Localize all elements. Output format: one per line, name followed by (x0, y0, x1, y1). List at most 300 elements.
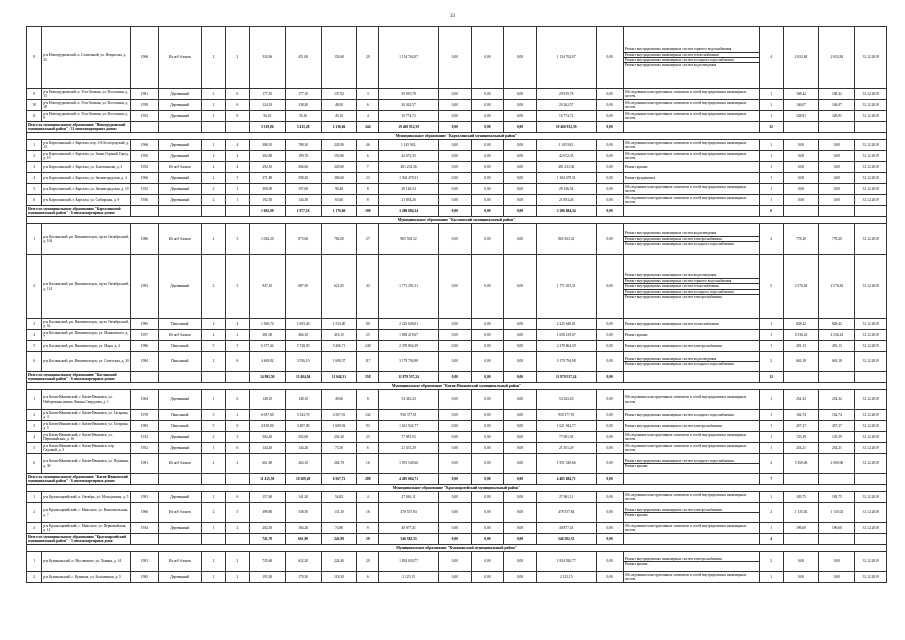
data-cell: 31.12.2018 (855, 224, 887, 255)
data-cell: 9 (357, 523, 379, 534)
data-cell: 196,60 (783, 523, 819, 534)
data-cell: 202,80 (249, 151, 285, 162)
data-cell: 4 469,82 (249, 352, 285, 372)
works-cell (623, 184, 759, 195)
work-item: Ремонт внутридомовых инженерных систем электроснабжения (624, 294, 759, 299)
data-cell: 0,00 (471, 140, 504, 151)
total-cell: 0,00 (504, 372, 537, 383)
works-cell (623, 122, 759, 133)
data-cell: 0,00 (471, 432, 504, 443)
work-item: Ремонт крыши (624, 463, 759, 468)
data-cell: 11 (27, 111, 42, 122)
data-cell: 778,20 (819, 224, 855, 255)
data-cell: 7 (357, 162, 379, 173)
work-item: Ремонт внутридомовых инженерных систем электроснабжения (624, 507, 722, 512)
total-cell: 32 (759, 122, 783, 133)
data-cell: 6 (357, 572, 379, 583)
data-cell: 2 (202, 572, 226, 583)
data-cell: 788,10 (285, 140, 321, 151)
data-cell: 0,00 (471, 341, 504, 352)
data-cell: 2 (202, 330, 226, 341)
data-cell: 1 135,02 (783, 503, 819, 523)
data-cell: 6 (357, 151, 379, 162)
data-cell: 1 (759, 443, 783, 454)
data-cell: 1964 (131, 390, 158, 410)
data-cell: 20 (357, 552, 379, 572)
data-cell: 40 877,41 (379, 523, 439, 534)
data-cell: 54 343,43 (536, 390, 596, 410)
data-cell: 481 233,36 (379, 162, 439, 173)
table-row (27, 89, 887, 100)
total-cell: 4 405 684,71 (536, 474, 596, 485)
table-row (27, 173, 887, 184)
data-cell: 1966 (131, 173, 158, 184)
data-cell: 5 (202, 410, 226, 421)
data-cell: 16 774,72 (379, 111, 439, 122)
data-cell: 2 (202, 503, 226, 523)
table-row (27, 552, 887, 572)
table-row (27, 572, 887, 583)
data-cell: 6 (357, 443, 379, 454)
data-cell: 1966 (131, 27, 158, 89)
data-cell: 162,74 (783, 410, 819, 421)
data-cell: 162,74 (819, 410, 855, 421)
data-cell: 0,00 (504, 255, 537, 319)
total-cell: 29 (357, 534, 379, 545)
address-cell: р-н Каслинский, рп. Вишневогорск, ул. Маяковского, д. 7 (42, 330, 131, 341)
data-cell: 2 569,06 (819, 454, 855, 474)
data-cell: 2 652,84 (819, 27, 855, 89)
total-row (27, 534, 887, 545)
data-cell: Деревянный (158, 195, 201, 206)
work-item: Ремонт внутридомовых инженерных систем водоотведения (624, 62, 759, 67)
data-cell: 865 563,52 (536, 224, 596, 255)
work-item: Ремонт внутридомовых инженерных систем горячего водоснабжения (624, 278, 759, 283)
data-cell: 0,00 (783, 552, 819, 572)
works-cell (623, 89, 759, 100)
data-cell: 146,07 (783, 100, 819, 111)
data-cell: Деревянный (158, 151, 201, 162)
data-cell: 6 (225, 100, 249, 111)
data-cell: 0,00 (471, 255, 504, 319)
data-cell: 1 (759, 330, 783, 341)
work-item: Обследование конструктивных элементов и сетей внутридомовых инженерных систем (624, 184, 747, 193)
data-cell: 782,00 (321, 224, 357, 255)
table-row (27, 319, 887, 330)
section-header-row (27, 217, 887, 224)
data-cell: 0,00 (438, 255, 471, 319)
data-cell: Деревянный (158, 443, 201, 454)
data-cell: 0,00 (438, 100, 471, 111)
data-cell: 264,70 (321, 454, 357, 474)
data-cell: 457,37 (819, 421, 855, 432)
data-cell: 31.12.2018 (855, 390, 887, 410)
works-cell (623, 503, 759, 523)
data-cell: 6 (225, 111, 249, 122)
data-cell: 2 (202, 224, 226, 255)
data-cell: 0,00 (471, 390, 504, 410)
data-cell: 3 179 794,98 (379, 352, 439, 372)
data-cell: Из ж/б блоков (158, 454, 201, 474)
data-cell: 0,00 (438, 330, 471, 341)
data-cell: 1 (27, 492, 42, 503)
data-cell: 6 (225, 421, 249, 432)
work-item: Обследование конструктивных элементов и сетей внутридомовых инженерных систем (624, 572, 747, 581)
address-cell: р-н Новогрудковский, п. Усть-Бовкин, ул. Восточная, д. 13 (42, 89, 131, 100)
total-cell (855, 372, 887, 383)
data-cell: Деревянный (158, 390, 201, 410)
data-cell: 1978 (131, 410, 158, 421)
address-cell: р-н Каслинский, рп. Вишневогорск, пр-кт Октябрьский, д. 114 (42, 255, 131, 319)
data-cell: 0,00 (596, 341, 623, 352)
data-cell: 168,42 (819, 89, 855, 100)
data-cell: 0,00 (596, 27, 623, 89)
total-cell (131, 206, 158, 217)
total-cell (131, 122, 158, 133)
total-cell: 0,00 (438, 206, 471, 217)
data-cell: 1 (759, 151, 783, 162)
data-cell: Деревянный (158, 523, 201, 534)
data-cell: 1985 (131, 319, 158, 330)
total-cell (225, 474, 249, 485)
data-cell: 1 (759, 100, 783, 111)
address-cell: р-н Катав-Ивановский, г. Катав-Ивановск, ул. Набережная имени Ленина Свердлова, д. 1 (42, 390, 131, 410)
data-cell: 0,00 (438, 410, 471, 421)
data-cell: 2 (27, 503, 42, 523)
data-cell: 25 (357, 330, 379, 341)
data-cell: 663,18 (783, 352, 819, 372)
data-cell: 1 145 943, (379, 140, 439, 151)
total-cell (855, 474, 887, 485)
data-cell: 245,90 (321, 140, 357, 151)
data-cell: 466,10 (285, 330, 321, 341)
data-cell: 1934 (131, 523, 158, 534)
data-cell: 135,39 (819, 432, 855, 443)
works-cell (623, 111, 759, 122)
total-cell (819, 534, 855, 545)
data-cell: 0,00 (504, 454, 537, 474)
table-row (27, 352, 887, 372)
data-cell: 3 (27, 162, 42, 173)
data-cell: 0,00 (819, 195, 855, 206)
works-cell (623, 27, 759, 89)
data-cell: 0,00 (471, 162, 504, 173)
data-cell: 947,10 (249, 255, 285, 319)
data-cell: 0,00 (504, 89, 537, 100)
work-item: Обследование конструктивных элементов и сетей внутридомовых инженерных систем (624, 492, 747, 501)
data-cell: 1 (759, 89, 783, 100)
data-cell: 3 556,10 (285, 352, 321, 372)
section-title: Муниципальное образование "Карталинский муниципальный район" (27, 133, 887, 140)
data-cell: 1 135,02 (819, 503, 855, 523)
works-cell (623, 173, 759, 184)
data-cell: 328,91 (783, 111, 819, 122)
data-cell: 4 (225, 319, 249, 330)
total-cell: 0,00 (438, 474, 471, 485)
data-cell: 49,60 (321, 390, 357, 410)
data-cell: 197,00 (285, 184, 321, 195)
works-cell (623, 552, 759, 572)
data-cell: 144,30 (285, 195, 321, 206)
data-cell: 0,00 (783, 151, 819, 162)
data-cell: 1 951 549,66 (379, 454, 439, 474)
data-cell: 2 (202, 319, 226, 330)
total-cell: 5 319,86 (249, 122, 285, 133)
total-cell (225, 534, 249, 545)
data-cell: 451,00 (285, 27, 321, 89)
data-cell: 1 (27, 224, 42, 255)
total-row (27, 474, 887, 485)
data-cell: 0,00 (783, 162, 819, 173)
data-cell: 5 (225, 255, 249, 319)
data-cell: 16 774,72 (536, 111, 596, 122)
total-cell: 0,00 (471, 372, 504, 383)
work-item: Ремонт внутридомовых инженерных систем электроснабжения (624, 556, 722, 561)
data-cell: 0,00 (596, 89, 623, 100)
data-cell: 254,21 (819, 443, 855, 454)
data-cell: 0,00 (596, 421, 623, 432)
section-title: Муниципальное образование "Катав-Ивановский муниципальный район" (27, 383, 887, 390)
data-cell: 0,00 (596, 319, 623, 330)
works-cell (623, 100, 759, 111)
data-cell: 2 (27, 572, 42, 583)
data-cell: 0,00 (596, 162, 623, 173)
data-cell: 302,00 (285, 432, 321, 443)
data-cell: 6 057,60 (249, 410, 285, 421)
works-cell (623, 492, 759, 503)
data-cell: 1 (759, 184, 783, 195)
data-cell: 31.12.2019 (855, 572, 887, 583)
data-cell: 5 (202, 341, 226, 352)
work-item: Ремонт внутридомовых инженерных систем холодного водоснабжения (624, 241, 759, 246)
table-row (27, 454, 887, 474)
total-cell (158, 474, 201, 485)
data-cell: 0,00 (471, 151, 504, 162)
data-cell: Панельный (158, 352, 201, 372)
data-cell: 0,00 (471, 503, 504, 523)
data-cell: 183,75 (783, 492, 819, 503)
total-cell: 2 136,66 (321, 122, 357, 133)
total-cell: 0,00 (438, 372, 471, 383)
data-cell: 4 (27, 432, 42, 443)
section-header-row (27, 133, 887, 140)
total-cell: 0,00 (471, 206, 504, 217)
data-cell: 31.12.2019 (855, 341, 887, 352)
total-cell: 4 (759, 534, 783, 545)
data-cell: 21 351,29 (379, 443, 439, 454)
work-item: Ремонт внутридомовых инженерных систем теплоснабжения (624, 283, 759, 288)
data-cell: 5 (202, 421, 226, 432)
total-cell: 0,00 (471, 474, 504, 485)
total-cell: 0,00 (438, 122, 471, 133)
data-cell: Деревянный (158, 111, 201, 122)
data-cell: 2 (759, 454, 783, 474)
data-cell: 42 672,35 (536, 151, 596, 162)
data-cell: 865 563,52 (379, 224, 439, 255)
section-title: Муниципальное образование "Красноармейский муниципальный район" (27, 485, 887, 492)
total-cell (131, 372, 158, 383)
data-cell: 2 (202, 255, 226, 319)
data-cell: 1952 (131, 184, 158, 195)
table-row (27, 184, 887, 195)
data-cell: 1 (225, 195, 249, 206)
address-cell: р-н Каслинский, рп. Вишневогорск, пр-кт Октябрьский, д. 52 (42, 319, 131, 330)
total-label: Итого по муниципальному образованию "Катав-Ивановский муниципальный район" - 6 многоквартирных домов: (27, 474, 131, 485)
work-item: Обследование конструктивных элементов и сетей внутридомовых инженерных систем (624, 395, 747, 404)
data-cell: 0,00 (504, 184, 537, 195)
data-cell: 6 (27, 454, 42, 474)
data-cell: 31.12.2018 (855, 184, 887, 195)
data-cell: 4 818,00 (249, 421, 285, 432)
data-cell: 2 (225, 410, 249, 421)
data-cell: 338,50 (285, 503, 321, 523)
data-cell: 0,00 (596, 224, 623, 255)
work-item: Ремонт внутридомовых инженерных систем холодного водоснабжения (624, 412, 734, 417)
data-cell: 1 533,00 (321, 319, 357, 330)
data-cell: 2 (225, 454, 249, 474)
table-row (27, 162, 887, 173)
data-cell: 0,00 (438, 421, 471, 432)
table-row (27, 492, 887, 503)
data-cell: 0,00 (438, 184, 471, 195)
data-cell: 0,00 (819, 184, 855, 195)
data-cell: 687,50 (285, 255, 321, 319)
work-item: Обследование конструктивных элементов и сетей внутридомовых инженерных систем (624, 432, 747, 441)
total-cell: 14 992,50 (249, 372, 285, 383)
data-cell: 248 (357, 341, 379, 352)
works-cell (623, 352, 759, 372)
data-cell: 2 652,84 (783, 27, 819, 89)
total-cell (225, 122, 249, 133)
table-body (27, 27, 887, 583)
data-cell: 0,00 (596, 492, 623, 503)
total-cell: 0,00 (596, 372, 623, 383)
data-cell: 1 609,92 (321, 421, 357, 432)
total-cell: 0,00 (596, 206, 623, 217)
data-cell: 478 557,84 (379, 503, 439, 523)
data-cell: 1 134 762,07 (379, 27, 439, 89)
data-cell: 2 (202, 552, 226, 572)
data-cell: 0,00 (596, 173, 623, 184)
data-cell: 5 (225, 224, 249, 255)
data-cell: 2 (759, 552, 783, 572)
data-cell: 177,10 (249, 89, 285, 100)
data-cell: 0,00 (819, 140, 855, 151)
data-cell: 0,00 (504, 572, 537, 583)
data-cell: 0,00 (471, 523, 504, 534)
work-item: Ремонт крыши (624, 512, 759, 517)
data-cell: 1 (759, 162, 783, 173)
data-cell: 1912 (131, 432, 158, 443)
address-cell: р-н Карталинский, г. Карталы, ул. Звенигородская, д. 4 (42, 173, 131, 184)
data-cell: 1 608,37 (321, 352, 357, 372)
data-cell: 0,00 (504, 330, 537, 341)
data-cell: 1 951 549,66 (536, 454, 596, 474)
data-cell: 31.12.2019 (855, 195, 887, 206)
data-cell: 21 351,29 (536, 443, 596, 454)
data-cell: 2 (202, 173, 226, 184)
data-cell: 6 (225, 352, 249, 372)
data-cell: 5 (225, 432, 249, 443)
data-cell: 131,10 (321, 503, 357, 523)
data-cell: 1 621 942,77 (536, 421, 596, 432)
table-row (27, 390, 887, 410)
data-cell: 0,00 (504, 523, 537, 534)
data-cell: 2 (225, 27, 249, 89)
data-cell: 1 560,74 (249, 319, 285, 330)
data-cell: 1 621 942,77 (379, 421, 439, 432)
work-item: Ремонт внутридомовых инженерных систем теплоснабжения (624, 321, 719, 326)
data-cell: 5 (225, 503, 249, 523)
works-cell (623, 195, 759, 206)
data-cell: 2 576,82 (819, 255, 855, 319)
data-cell: 1952 (131, 162, 158, 173)
total-cell: 0,00 (596, 474, 623, 485)
section-header-row (27, 485, 887, 492)
data-cell: 31.12.2018 (855, 421, 887, 432)
data-cell: 0,00 (596, 255, 623, 319)
data-cell: 0,00 (596, 503, 623, 523)
work-item: Ремонт крыши (624, 561, 759, 566)
data-cell: 0,00 (471, 492, 504, 503)
data-cell: 141,20 (285, 492, 321, 503)
data-cell: 1984 (131, 352, 158, 372)
total-cell (819, 122, 855, 133)
data-cell: 0,00 (438, 319, 471, 330)
data-cell: 29 819,78 (536, 89, 596, 100)
data-cell: 0,00 (596, 195, 623, 206)
data-cell: 5 (225, 341, 249, 352)
works-cell (623, 443, 759, 454)
data-cell: 224,40 (321, 552, 357, 572)
data-cell: Деревянный (158, 100, 201, 111)
total-cell (783, 474, 819, 485)
data-cell: 481 233,36 (536, 162, 596, 173)
total-cell: 11 879 537,24 (536, 372, 596, 383)
data-cell: 1 (759, 421, 783, 432)
data-cell: 1981 (131, 454, 158, 474)
page-number: 33 (450, 14, 455, 19)
data-cell: 0,00 (471, 89, 504, 100)
data-cell: 0,00 (819, 572, 855, 583)
data-cell: 6 (225, 492, 249, 503)
address-cell: р-н Кунашакский, п. Муслюмово, ул. Ленина, д. 14 (42, 552, 131, 572)
data-cell: 2 (225, 572, 249, 583)
data-cell: 5 (27, 443, 42, 454)
data-cell: 725,60 (249, 552, 285, 572)
data-cell: 40 877,41 (536, 523, 596, 534)
work-item: Ремонт внутридомовых инженерных систем холодного водоснабжения (624, 458, 734, 463)
data-cell: 56,10 (285, 111, 321, 122)
total-cell (158, 534, 201, 545)
data-cell: 0,00 (438, 27, 471, 89)
data-cell: 1986 (131, 224, 158, 255)
total-label: Итого по муниципальному образованию "Карталинский муниципальный район" - 6 многоквартирных домов: (27, 206, 131, 217)
work-item: Ремонт крыши (624, 164, 648, 169)
total-row (27, 206, 887, 217)
table-row (27, 432, 887, 443)
data-cell: 300,00 (249, 184, 285, 195)
data-cell: 1 693,40 (285, 319, 321, 330)
data-cell: 31.12.2018 (855, 432, 887, 443)
total-cell: 0,00 (504, 534, 537, 545)
data-cell: 0,00 (596, 390, 623, 410)
data-cell: 4 536,43 (819, 330, 855, 341)
data-cell: 31.12.2018 (855, 503, 887, 523)
data-cell: 1936 (131, 195, 158, 206)
total-label: Итого по муниципальному образованию "Каслинский муниципальный район" - 6 многоквартирных домов: (27, 372, 131, 383)
data-cell: 1981 (131, 89, 158, 100)
